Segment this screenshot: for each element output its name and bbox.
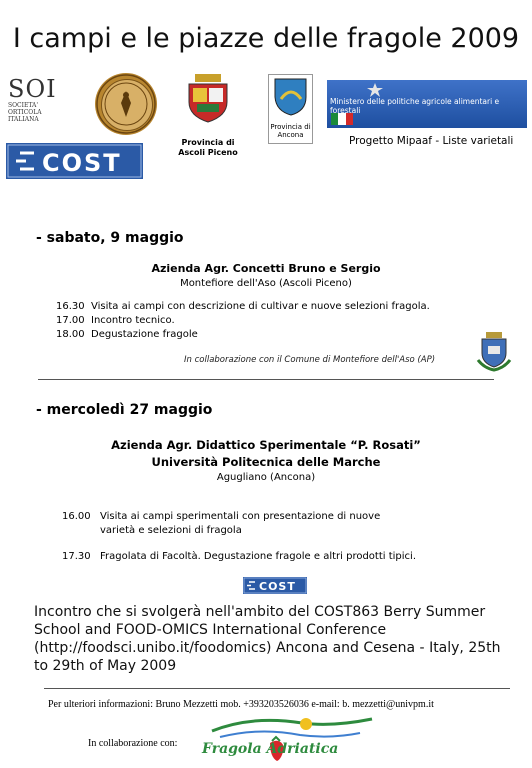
day1-location: Montefiore dell'Aso (Ascoli Piceno) <box>180 278 352 289</box>
universita-seal-graphic <box>95 73 157 135</box>
ancona-crest-graphic <box>269 75 312 119</box>
fragola-adriatica-wordmark: Fragola Adriatica <box>202 741 339 757</box>
conference-info: Incontro che si svolgerà nell'ambito del COST863 Berry Summer School and FOOD-OMICS International Conference (http://foodsci.unibo.it/foodomics) Ancona and Cesena - Italy, 25th to 29th of May 2009 <box>34 604 501 674</box>
day2-heading: - mercoledì 27 maggio <box>36 402 213 418</box>
day1-farm-name: Azienda Agr. Concetti Bruno e Sergio <box>151 262 381 275</box>
montefiore-crest <box>474 330 514 374</box>
fragola-adriatica-logo <box>202 715 377 763</box>
soi-line-1: SOCIETA' <box>8 102 39 109</box>
day2-location: Agugliano (Ancona) <box>216 472 316 483</box>
page-title: I campi e le piazze delle fragole 2009 <box>12 23 520 54</box>
soi-logo <box>8 76 58 136</box>
soi-line-2: ORTICOLA <box>8 109 42 116</box>
ministero-text: Ministero delle politiche agricole alimentari e forestali <box>330 97 500 115</box>
cost-logo <box>6 143 143 179</box>
provincia-ancona-caption: Provincia di Ancona <box>270 123 311 139</box>
universita-seal-logo <box>95 73 157 135</box>
schedule-item: 16.30 Visita ai campi con descrizione di cultivar e nuove selezioni fragola. <box>56 301 430 312</box>
day1-schedule <box>56 300 476 342</box>
day2-university: Università Politecnica delle Marche <box>151 455 381 469</box>
collaboration-label: In collaborazione con: <box>88 738 178 749</box>
schedule-item: 17.30 Fragolata di Facoltà. Degustazione fragole e altri prodotti tipici. <box>62 551 417 562</box>
svg-text:COST: COST <box>42 149 122 177</box>
section-divider <box>38 379 494 380</box>
svg-text:COST: COST <box>259 580 296 593</box>
provincia-ascoli-crest <box>183 74 233 134</box>
cost-logo-small-graphic <box>243 577 307 594</box>
footer-divider <box>44 688 510 689</box>
emblem-icon <box>365 82 385 98</box>
day2-farm-name: Azienda Agr. Didattico Sperimentale “P. Rosati” <box>111 438 421 452</box>
schedule-item: 17.00 Incontro tecnico. <box>56 315 175 326</box>
ascoli-crest-graphic <box>183 74 233 124</box>
provincia-ascoli-caption: Provincia di Ascoli Piceno <box>178 138 238 157</box>
schedule-item: 16.00 Visita ai campi sperimentali con presentazione di nuove varietà e selezioni di fragola <box>62 511 381 536</box>
schedule-item: 18.00 Degustazione fragole <box>56 329 198 340</box>
soi-line-3: ITALIANA <box>8 116 39 123</box>
mipaaf-project-note: Progetto Mipaaf - Liste varietali <box>349 135 514 147</box>
soi-logo-text: SOI <box>8 75 57 103</box>
day1-collaboration-note: In collaborazione con il Comune di Montefiore dell'Aso (AP) <box>184 355 436 365</box>
montefiore-crest-graphic <box>474 330 514 374</box>
contact-info: Per ulteriori informazioni: Bruno Mezzetti mob. +393203526036 e-mail: b. mezzetti@univpm.it <box>48 699 434 710</box>
cost-logo-small <box>243 577 307 594</box>
provincia-ancona-logo <box>268 74 313 144</box>
cost-logo-graphic <box>6 143 143 179</box>
day1-heading: - sabato, 9 maggio <box>36 230 184 246</box>
